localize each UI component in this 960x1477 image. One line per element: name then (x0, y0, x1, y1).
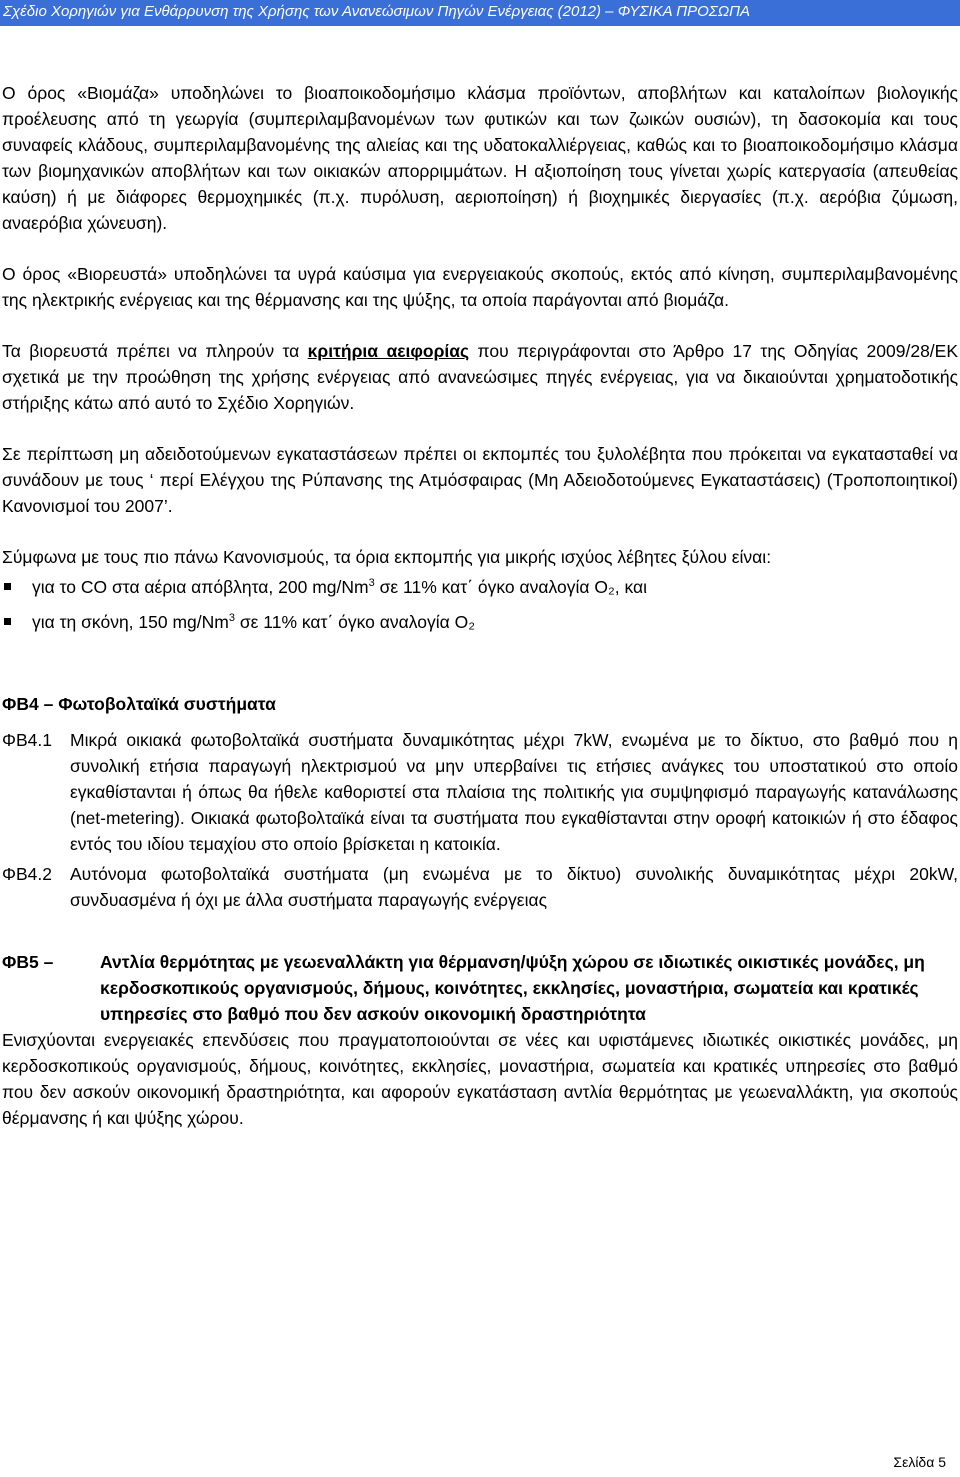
unlicensed-installations-paragraph: Σε περίπτωση μη αδειδοτούμενων εγκαταστάσεων πρέπει οι εκπομπές του ξυλολέβητα που πρόκειται να εγκατασταθεί να συνάδουν με τους ‘ περί Ελέγχου της Ρύπανσης της Ατμόσφαιρας (Μη Αδειοδοτούμενες Εγκαταστάσεις) (Τροποποιητικοί) Κανονισμοί του 2007’. (2, 444, 958, 516)
document-header: Σχέδιο Χορηγιών για Ενθάρρυνση της Χρήσης των Ανανεώσιμων Πηγών Ενέργειας (2012) – ΦΥΣΙΚΑ ΠΡΟΣΩΠΑ (0, 0, 960, 26)
superscript: 3 (368, 577, 375, 590)
item-text: Μικρά οικιακά φωτοβολταϊκά συστήματα δυναμικότητας μέχρι 7kW, ενωμένα με το δίκτυο, στο βαθμό που η συνολική ετήσια παραγωγή ηλεκτρισμού να μην υπερβαίνει τις ετήσιες ανάγκες του υποστατικού στο οποίο εγκαθίστανται ή όπως θα ήθελε καθοριστεί στα πλαίσια της πολιτικής για συμψηφισμό παραγωγής κατανάλωσης (net-metering). Οικιακά φωτοβολταϊκά είναι τα συστήματα που εγκαθίστανται στην οροφή κατοικιών ή στο έδαφος εντός του ιδίου τεμαχίου στο οποίο βρίσκεται η κατοικία. (70, 730, 958, 854)
section-item-fb4-2 (2, 861, 958, 913)
emission-limits-intro: Σύμφωνα με τους πιο πάνω Κανονισμούς, τα όρια εκπομπής για μικρής ισχύος λέβητες ξύλου είναι: (2, 547, 772, 567)
section-item-fb4-1 (2, 727, 958, 857)
bullet-text-post: σε 11% κατ΄ όγκο αναλογία O₂, και (374, 577, 648, 597)
bioliquids-paragraph: Ο όρος «Βιορευστά» υποδηλώνει τα υγρά καύσιμα για ενεργειακούς σκοπούς, εκτός από κίνηση, συμπεριλαμβανομένης της ηλεκτρικής ενέργειας και της θέρμανσης και της ψύξης, τα οποία παράγονται από βιομάζα. (2, 264, 958, 310)
criteria-emphasis: κριτήρια αειφορίας (307, 341, 470, 361)
bullet-text-pre: για το CO στα αέρια απόβλητα, 200 mg/Nm (32, 577, 369, 597)
emission-limits-list (2, 574, 958, 635)
page-number: Σελίδα 5 (893, 1454, 946, 1470)
fb5-paragraph: Ενισχύονται ενεργειακές επενδύσεις που πραγματοποιούνται σε νέες και υφιστάμενες ιδιωτικές οικιστικές μονάδες, μη κερδοσκοπικούς οργανισμούς, δήμους, κοινότητες, εκκλησίες, μοναστήρια, σωματεία και κρατικές υπηρεσίες στο βαθμό που δεν ασκούν οικονομική δραστηριότητα, και αφορούν εγκατάσταση αντλία θερμότητας με γεωεναλλάκτη, για σκοπούς θέρμανσης ή και ψύξης χώρου. (2, 1030, 958, 1128)
item-code: ΦΒ4.1 (2, 730, 52, 750)
square-bullet-icon (4, 583, 11, 590)
item-text: Αυτόνομα φωτοβολταϊκά συστήματα (μη ενωμένα με το δίκτυο) συνολικής δυναμικότητας μέχρι 20kW, συνδυασμένα ή όχι με άλλα συστήματα παραγωγής ενέργειας (70, 864, 958, 910)
section-title-fb5 (2, 949, 958, 1027)
superscript: 3 (228, 612, 235, 625)
list-item (2, 574, 958, 600)
bullet-text-post: σε 11% κατ΄ όγκο αναλογία O₂ (234, 612, 475, 632)
document-body (2, 80, 958, 1156)
square-bullet-icon (4, 618, 11, 625)
criteria-text-post: που περιγράφονται στο Άρθρο 17 της Οδηγίας 2009/28/ΕΚ σχετικά με την προώθηση της χρήσης ενέργειας από ανανεώσιμες πηγές ενέργειας, για να δικαιούνται χρηματοδοτικής στήριξης κάτω από αυτό το Σχέδιο Χορηγιών. (2, 341, 959, 413)
section-code: ΦΒ5 – (2, 952, 54, 972)
biomass-paragraph: Ο όρος «Βιομάζα» υποδηλώνει το βιοαποικοδομήσιμο κλάσμα προϊόντων, αποβλήτων και καταλοίπων βιολογικής προέλευσης από τη γεωργία (συμπεριλαμβανομένων των φυτικών και των ζωικών ουσιών), τη δασοκομία και τους συναφείς κλάδους, συμπεριλαμβανομένης της αλιείας και της υδατοκαλλιέργειας, καθώς και το βιοαποικοδομήσιμο κλάσμα των βιομηχανικών αποβλήτων και των οικιακών απορριμμάτων. Η αξιοποίηση τους γίνεται χωρίς κατεργασία (απευθείας καύση) ή με διάφορες θερμοχημικές (π.χ. πυρόλυση, αεριοποίηση) ή βιοχημικές διεργασίες (π.χ. αερόβια ζύμωση, αναερόβια χώνευση). (2, 83, 958, 233)
criteria-text-pre: Τα βιορευστά πρέπει να πληρούν τα (2, 341, 308, 361)
list-item (2, 609, 958, 635)
section-heading: Αντλία θερμότητας με γεωεναλλάκτη για θέρμανση/ψύξη χώρου σε ιδιωτικές οικιστικές μονάδες, μη κερδοσκοπικούς οργανισμούς, δήμους, κοινότητες, εκκλησίες, μοναστήρια, σωματεία και κρατικές υπηρεσίες στο βαθμό που δεν ασκούν οικονομική δραστηριότητα (100, 952, 925, 1024)
bullet-text-pre: για τη σκόνη, 150 mg/Nm (32, 612, 229, 632)
item-code: ΦΒ4.2 (2, 864, 52, 884)
section-title-fb4: ΦΒ4 – Φωτοβολταϊκά συστήματα (2, 694, 276, 714)
sustainability-criteria-paragraph (2, 338, 958, 416)
